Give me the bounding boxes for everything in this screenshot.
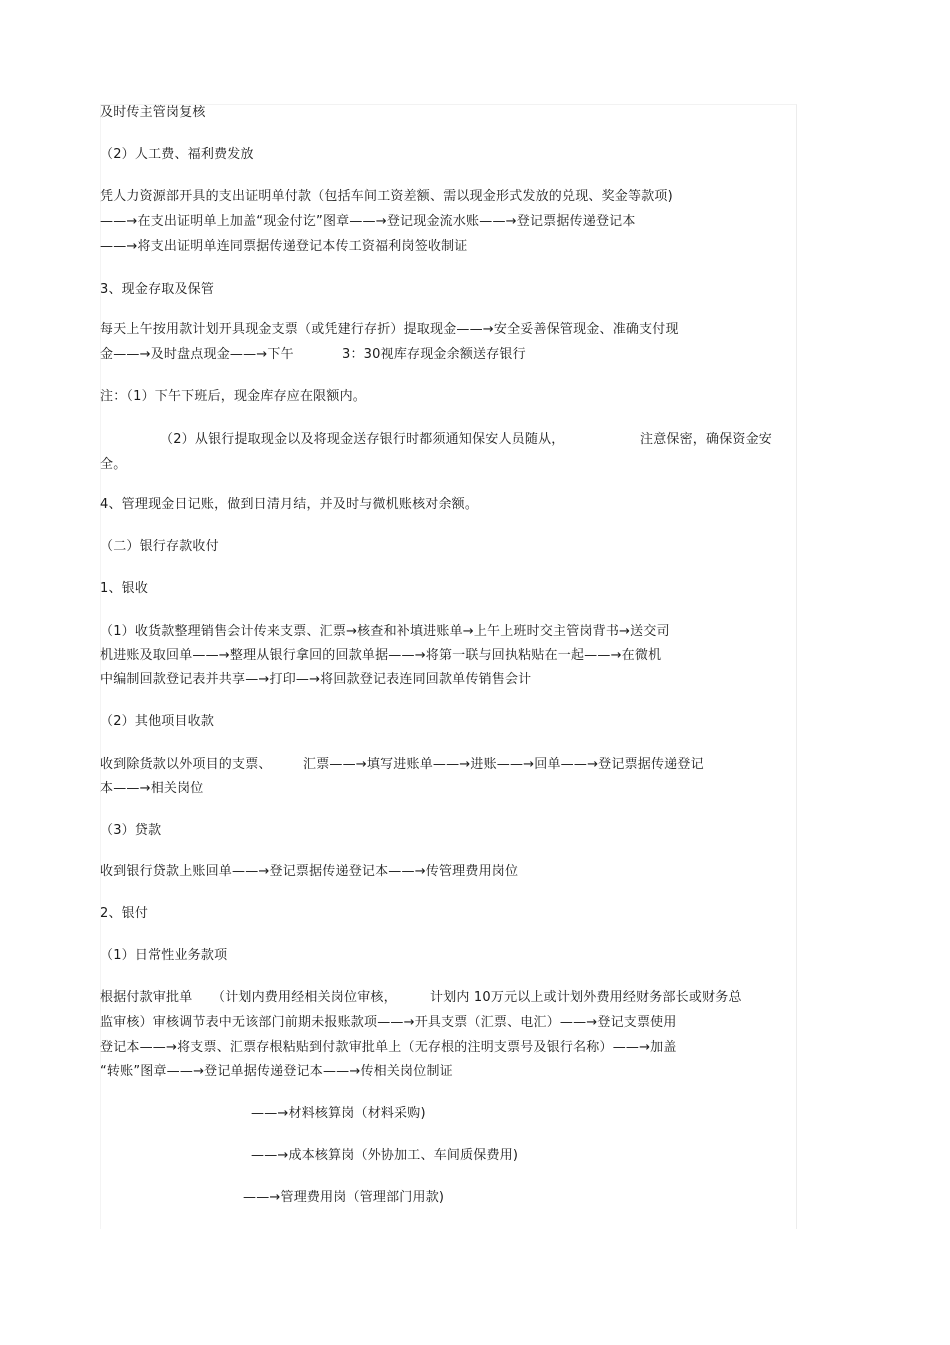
text-line: 汇票——→填写进账单——→进账——→回单——→登记票据传递登记: [303, 757, 704, 772]
section-heading: （二）银行存款收付: [100, 539, 219, 554]
note-line: 注意保密，确保资金安: [640, 432, 773, 447]
text-line: 中编制回款登记表并共享—→打印—→将回款登记表连同回款单传销售会计: [100, 672, 532, 687]
section-heading: （2）其他项目收款: [100, 714, 215, 729]
text-line: “转账”图章——→登记单据传递登记本——→传相关岗位制证: [100, 1064, 453, 1079]
section-heading: 2、银付: [100, 906, 149, 921]
text-line: 监审核）审核调节表中无该部门前期未报账款项——→开具支票（汇票、电汇）——→登记支票使用: [100, 1015, 677, 1030]
text-line: 凭人力资源部开具的支出证明单付款（包括车间工资差额、需以现金形式发放的兑现、奖金等款项): [100, 189, 673, 204]
section-heading: （1）日常性业务款项: [100, 948, 228, 963]
text-line: 及时传主管岗复核: [100, 105, 206, 120]
section-heading: （2）人工费、福利费发放: [100, 147, 254, 162]
note-line: （2）从银行提取现金以及将现金送存银行时都须通知保安人员随从，: [160, 432, 565, 447]
section-heading: 1、银收: [100, 581, 149, 596]
note-line: 全。: [100, 457, 127, 472]
flow-branch-line: ——→材料核算岗（材料采购): [251, 1106, 426, 1121]
note-line: 注：（1）下午下班后，现金库存应在限额内。: [100, 389, 366, 404]
page-border: [100, 104, 797, 1229]
text-line: 登记本——→将支票、汇票存根粘贴到付款审批单上（无存根的注明支票号及银行名称）——→加盖: [100, 1040, 677, 1055]
text-line: 根据付款审批单: [100, 990, 193, 1005]
text-line: （计划内费用经相关岗位审核，: [212, 990, 397, 1005]
text-line: ——→将支出证明单连同票据传递登记本传工资福利岗签收制证: [100, 239, 468, 254]
text-line: ——→在支出证明单上加盖“现金付讫”图章——→登记现金流水账——→登记票据传递登记本: [100, 214, 636, 229]
section-heading: 3、现金存取及保管: [100, 282, 215, 297]
flow-branch-line: ——→管理费用岗（管理部门用款): [243, 1190, 445, 1205]
section-heading: 4、管理现金日记账，做到日清月结，并及时与微机账核对余额。: [100, 497, 479, 512]
section-heading: （3）贷款: [100, 823, 162, 838]
text-line: 每天上午按用款计划开具现金支票（或凭建行存折）提取现金——→安全妥善保管现金、准确支付现: [100, 322, 679, 337]
text-line: 计划内 10万元以上或计划外费用经财务部长或财务总: [430, 990, 742, 1005]
text-line: 机进账及取回单——→整理从银行拿回的回款单据——→将第一联与回执粘贴在一起——→在微机: [100, 648, 662, 663]
text-line: 收到银行贷款上账回单——→登记票据传递登记本——→传管理费用岗位: [100, 864, 519, 879]
flow-branch-line: ——→成本核算岗（外协加工、车间质保费用): [251, 1148, 519, 1163]
text-line: 3：30视库存现金余额送存银行: [342, 347, 526, 362]
text-line: 本——→相关岗位: [100, 781, 204, 796]
text-line: 金——→及时盘点现金——→下午: [100, 347, 294, 362]
text-line: 收到除货款以外项目的支票、: [100, 757, 272, 772]
text-line: （1）收货款整理销售会计传来支票、汇票→核查和补填进账单→上午上班时交主管岗背书→送交司: [100, 624, 670, 639]
